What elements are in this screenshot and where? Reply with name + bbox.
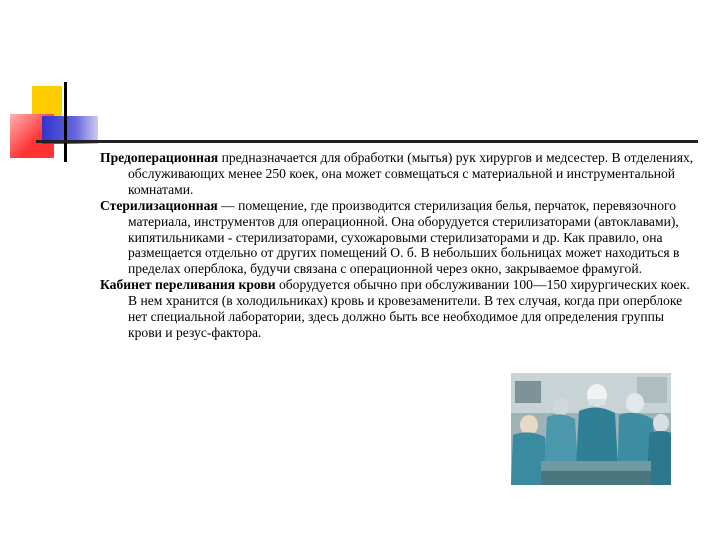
text-transfusion: оборудуется обычно при обслуживании 100—150 хирургических коек. В нем хранится (в холодильниках) кровь и кровезаменители. В тех случая, когда при оперблоке нет специальной лаборатории, здесь должно быть все необходимое для определения группы крови и резус-фактора. [128, 277, 690, 340]
surgery-team-photo [511, 373, 671, 485]
slide-body-text [100, 150, 700, 341]
decor-yellow-square [32, 86, 62, 116]
text-preoperative: предназначается для обработки (мытья) рук хирургов и медсестер. В отделениях, обслуживающих менее 250 коек, она может совмещаться с материальной и инструментальной комнатами. [128, 150, 694, 197]
decor-horizontal-rule [36, 140, 698, 143]
paragraph-sterilization [100, 198, 700, 278]
paragraph-transfusion [100, 277, 700, 341]
surgery-team-illustration [511, 373, 671, 485]
decor-vertical-line [64, 82, 67, 162]
paragraph-preoperative [100, 150, 700, 198]
term-sterilization: Стерилизационная [100, 197, 218, 213]
term-transfusion: Кабинет переливания крови [100, 277, 276, 293]
term-preoperative: Предоперационная [100, 150, 219, 165]
text-sterilization: — помещение, где производится стерилизация белья, перчаток, перевязочного материала, инструментов для операционной. Она оборудуется стерилизаторами (автоклавами), кипятильниками - стерилизаторами, сухожаровыми стерилизаторами и др. Как правило, она размещается отдельно от других помещений О. б. В небольших больницах может находиться в пределах оперблока, будучи связана с операционной через окно, закрываемое фрамугой. [128, 197, 680, 277]
